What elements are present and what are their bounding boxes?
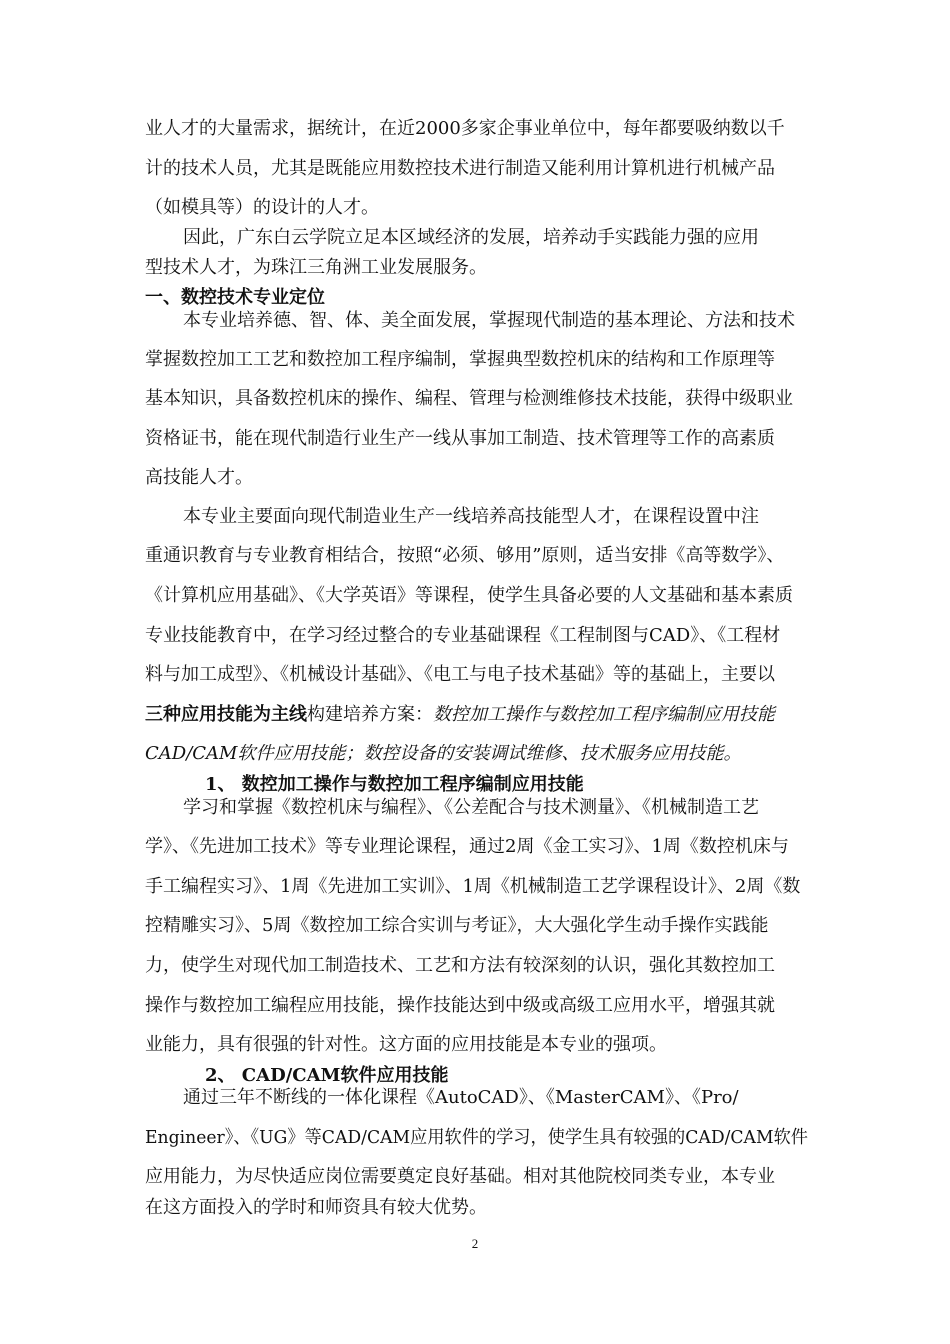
- text-line: 专业技能教育中，在学习经过整合的专业基础课程《工程制图与CAD》、《工程材: [145, 625, 781, 646]
- text-line: [145, 703, 775, 727]
- emphasis-text: 三种应用技能为主线: [145, 704, 307, 725]
- text-line: （如模具等）的设计的人才。: [145, 197, 379, 218]
- text-line: 重通识教育与专业教育相结合，按照“必须、够用”原则，适当安排《高等数学》、: [145, 545, 785, 566]
- text-line: 通过三年不断线的一体化课程《AutoCAD》、《MasterCAM》、《Pro/: [183, 1087, 739, 1108]
- text-line: Engineer》、《UG》等CAD/CAM应用软件的学习，使学生具有较强的CAD/CAM软件: [145, 1127, 808, 1148]
- text-line: 力，使学生对现代加工制造技术、工艺和方法有较深刻的认识，强化其数控加工: [145, 955, 775, 976]
- text-line: 本专业主要面向现代制造业生产一线培养高技能型人才，在课程设置中注: [183, 506, 759, 527]
- text-line: 操作与数控加工编程应用技能，操作技能达到中级或高级工应用水平，增强其就: [145, 995, 775, 1016]
- section-heading: 一、数控技术专业定位: [145, 287, 325, 308]
- page-number: 2: [471, 1236, 479, 1251]
- italic-text: CAD/CAM软件应用技能；数控设备的安装调试维修、技术服务应用技能。: [145, 743, 742, 764]
- text-line: 控精雕实习》、5周《数控加工综合实训与考证》，大大强化学生动手操作实践能: [145, 915, 769, 936]
- text-line: 料与加工成型》、《机械设计基础》、《电工与电子技术基础》等的基础上，主要以: [145, 664, 775, 685]
- text-line: 应用能力，为尽快适应岗位需要奠定良好基础。相对其他院校同类专业，本专业: [145, 1166, 775, 1187]
- text-line: 在这方面投入的学时和师资具有较大优势。: [145, 1197, 487, 1218]
- text-line: 学》、《先进加工技术》等专业理论课程，通过2周《金工实习》、1周《数控机床与: [145, 836, 789, 857]
- text-span: 构建培养方案：: [307, 704, 433, 725]
- text-line: 掌握数控加工工艺和数控加工程序编制，掌握典型数控机床的结构和工作原理等: [145, 349, 775, 370]
- subsection-heading: 2、 CAD/CAM软件应用技能: [205, 1065, 449, 1086]
- text-line: 学习和掌握《数控机床与编程》、《公差配合与技术测量》、《机械制造工艺: [183, 797, 759, 818]
- text-line: 资格证书，能在现代制造行业生产一线从事加工制造、技术管理等工作的高素质: [145, 428, 775, 449]
- text-line: 基本知识，具备数控机床的操作、编程、管理与检测维修技术技能，获得中级职业: [145, 388, 793, 409]
- text-line: 业人才的大量需求，据统计，在近2000多家企事业单位中，每年都要吸纳数以千: [145, 118, 785, 139]
- text-line: 业能力，具有很强的针对性。这方面的应用技能是本专业的强项。: [145, 1034, 667, 1055]
- subsection-heading: 1、 数控加工操作与数控加工程序编制应用技能: [205, 774, 584, 795]
- text-line: 计的技术人员，尤其是既能应用数控技术进行制造又能利用计算机进行机械产品: [145, 158, 775, 179]
- text-line: 高技能人才。: [145, 467, 253, 488]
- text-line: 《计算机应用基础》、《大学英语》等课程，使学生具备必要的人文基础和基本素质: [145, 585, 793, 606]
- text-line: 手工编程实习》、1周《先进加工实训》、1周《机械制造工艺学课程设计》、2周《数: [145, 876, 801, 897]
- text-line: 型技术人才，为珠江三角洲工业发展服务。: [145, 257, 487, 278]
- italic-text: 数控加工操作与数控加工程序编制应用技能: [433, 704, 775, 725]
- text-line: 因此，广东白云学院立足本区域经济的发展，培养动手实践能力强的应用: [183, 227, 759, 248]
- text-line: 本专业培养德、智、体、美全面发展，掌握现代制造的基本理论、方法和技术: [183, 310, 795, 331]
